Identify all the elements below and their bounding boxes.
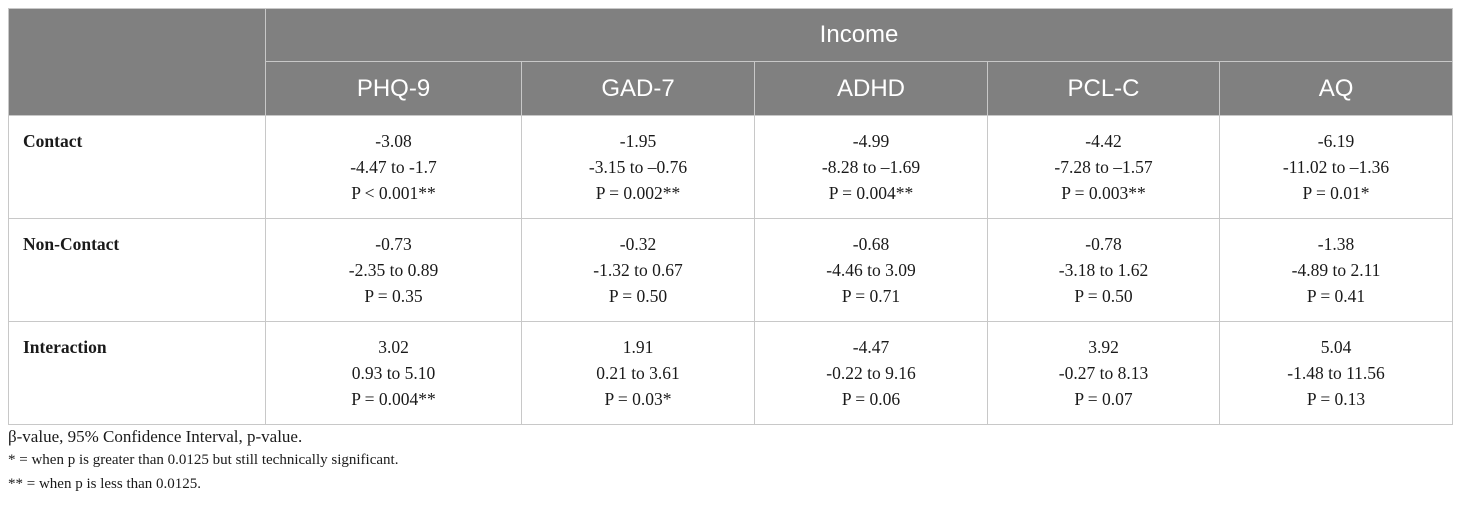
p-value: P = 0.07	[1074, 389, 1133, 409]
column-header-adhd: ADHD	[755, 62, 988, 116]
table-cell	[522, 219, 755, 322]
confidence-interval: -3.15 to –0.76	[588, 157, 688, 177]
confidence-interval: -7.28 to –1.57	[1054, 157, 1153, 177]
row-label-contact: Contact	[9, 116, 266, 219]
table-cell	[522, 322, 755, 425]
table-cell	[755, 219, 988, 322]
beta-value: -4.42	[1085, 131, 1122, 151]
beta-value: 5.04	[1320, 337, 1352, 357]
footnote-single-star: * = when p is greater than 0.0125 but still technically significant.	[8, 452, 399, 468]
row-label-non-contact: Non-Contact	[9, 219, 266, 322]
beta-value: -0.68	[852, 234, 890, 254]
p-value: P = 0.003**	[1061, 183, 1146, 203]
confidence-interval: -2.35 to 0.89	[348, 260, 439, 280]
table-row-contact	[9, 116, 1453, 219]
confidence-interval: -1.32 to 0.67	[593, 260, 683, 280]
confidence-interval: -4.46 to 3.09	[826, 260, 916, 280]
beta-value: -1.95	[619, 131, 657, 151]
row-label-interaction: Interaction	[9, 322, 266, 425]
beta-value: 3.02	[378, 337, 409, 357]
p-value: P = 0.71	[841, 286, 901, 306]
beta-value: -1.38	[1317, 234, 1355, 254]
table-cell	[988, 322, 1220, 425]
table-cell	[988, 219, 1220, 322]
table-row-non-contact	[9, 219, 1453, 322]
table-cell	[266, 322, 522, 425]
table-cell	[755, 116, 988, 219]
p-value: P = 0.13	[1306, 389, 1366, 409]
p-value: P = 0.41	[1306, 286, 1366, 306]
beta-value: -0.78	[1085, 234, 1122, 254]
p-value: P = 0.50	[608, 286, 668, 306]
beta-value: -4.99	[852, 131, 890, 151]
table-row-interaction	[9, 322, 1453, 425]
confidence-interval: 0.21 to 3.61	[596, 363, 680, 383]
table-cell	[1220, 116, 1453, 219]
table-cell	[1220, 322, 1453, 425]
beta-value: -0.73	[375, 234, 412, 254]
table-footnotes	[8, 426, 398, 496]
confidence-interval: -8.28 to –1.69	[821, 157, 921, 177]
p-value: P = 0.002**	[595, 183, 681, 203]
table-cell	[988, 116, 1220, 219]
p-value: P = 0.06	[841, 389, 901, 409]
group-header-income: Income	[266, 9, 1453, 62]
beta-value: -0.32	[619, 234, 657, 254]
confidence-interval: -3.18 to 1.62	[1058, 260, 1149, 280]
column-header-gad7: GAD-7	[522, 62, 755, 116]
column-header-pclc: PCL-C	[988, 62, 1220, 116]
table-cell	[266, 116, 522, 219]
results-table	[8, 8, 1453, 425]
results-table-container	[8, 8, 1452, 425]
confidence-interval: 0.93 to 5.10	[351, 363, 436, 383]
beta-value: 1.91	[622, 337, 654, 357]
p-value: P = 0.35	[364, 286, 423, 306]
footnote-double-star: ** = when p is less than 0.0125.	[8, 476, 202, 492]
confidence-interval: -0.22 to 9.16	[826, 363, 916, 383]
confidence-interval: -1.48 to 11.56	[1287, 363, 1385, 383]
beta-value: 3.92	[1088, 337, 1119, 357]
confidence-interval: -11.02 to –1.36	[1282, 157, 1390, 177]
confidence-interval: -0.27 to 8.13	[1058, 363, 1149, 383]
column-header-phq9: PHQ-9	[266, 62, 522, 116]
table-cell	[1220, 219, 1453, 322]
p-value: P = 0.01*	[1302, 183, 1370, 203]
beta-value: -6.19	[1317, 131, 1355, 151]
header-row-group	[9, 9, 1453, 62]
table-cell	[522, 116, 755, 219]
p-value: P = 0.004**	[351, 389, 436, 409]
beta-value: -3.08	[375, 131, 412, 151]
footnote-legend: β-value, 95% Confidence Interval, p-value.	[8, 427, 303, 446]
p-value: P < 0.001**	[351, 183, 436, 203]
table-cell	[755, 322, 988, 425]
confidence-interval: -4.47 to -1.7	[350, 157, 437, 177]
header-corner-cell	[9, 9, 266, 116]
p-value: P = 0.004**	[828, 183, 914, 203]
beta-value: -4.47	[852, 337, 890, 357]
table-cell	[266, 219, 522, 322]
confidence-interval: -4.89 to 2.11	[1291, 260, 1381, 280]
p-value: P = 0.50	[1074, 286, 1133, 306]
p-value: P = 0.03*	[604, 389, 672, 409]
column-header-aq: AQ	[1220, 62, 1453, 116]
